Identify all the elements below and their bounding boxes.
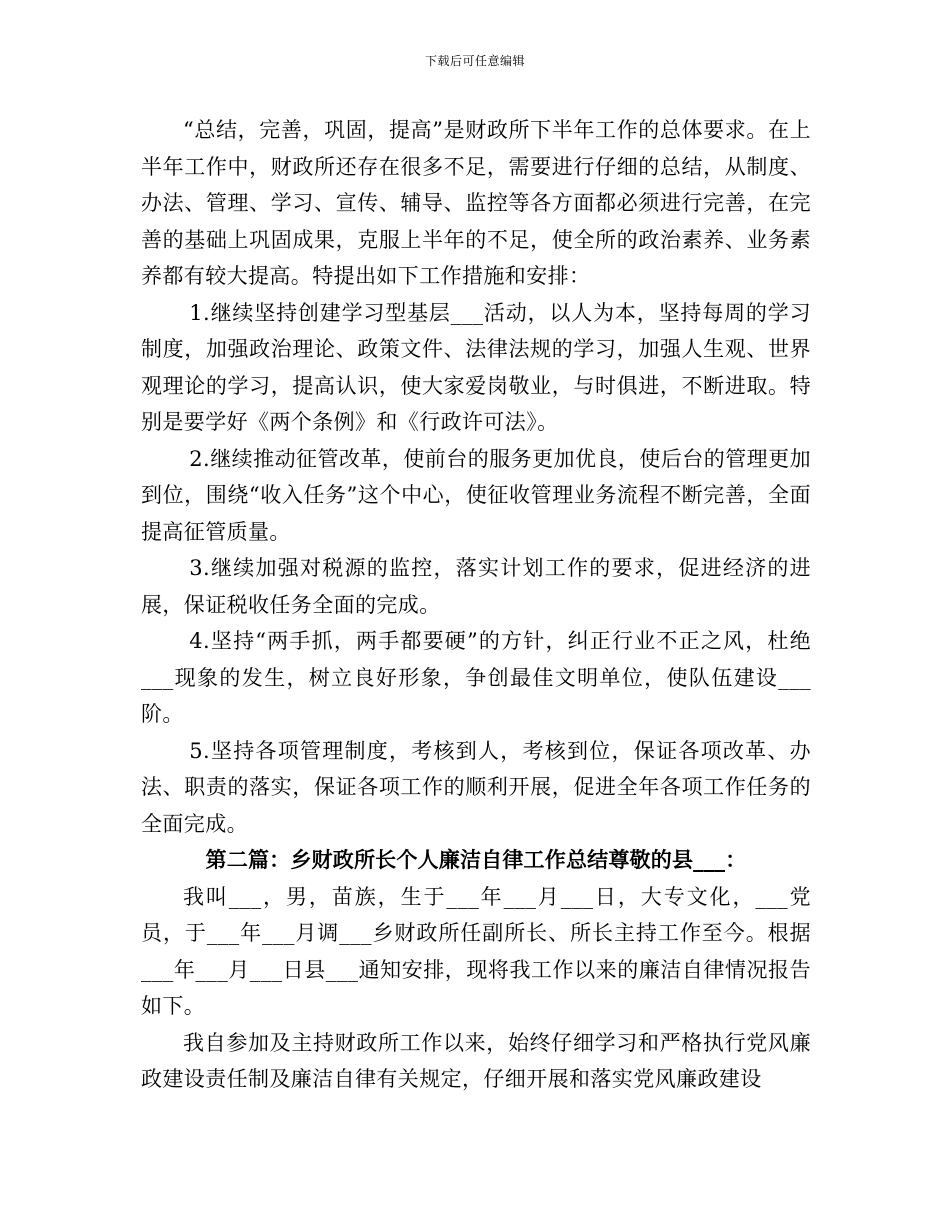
document-body xyxy=(141,112,811,1098)
section-heading: 第二篇：乡财政所长个人廉洁自律工作总结尊敬的县___： xyxy=(205,848,747,872)
report-paragraph-1: 我叫___，男，苗族，生于___年___月___日，大专文化，___党员，于___年___月调___乡财政所任副所长、所长主持工作至今。根据___年___月___日县___通知安排，现将我工作以来的廉洁自律情况报告如下。 xyxy=(141,884,811,1018)
report-paragraph-2: 我自参加及主持财政所工作以来，始终仔细学习和严格执行党风廉政建设责任制及廉洁自律有关规定，仔细开展和落实党风廉政建设 xyxy=(141,1030,811,1091)
measure-item-1: 1.继续坚持创建学习型基层___活动，以人为本，坚持每周的学习制度，加强政治理论、政策文件、法律法规的学习，加强人生观、世界观理论的学习，提高认识，使大家爱岗敬业，与时俱进，不断进取。特别是要学好《两个条例》和《行政许可法》。 xyxy=(141,300,811,434)
intro-paragraph: “总结，完善，巩固，提高”是财政所下半年工作的总体要求。在上半年工作中，财政所还存在很多不足，需要进行仔细的总结，从制度、办法、管理、学习、宣传、辅导、监控等各方面都必须进行完善，在完善的基础上巩固成果，克服上半年的不足，使全所的政治素养、业务素养都有较大提高。特提出如下工作措施和安排： xyxy=(141,118,811,288)
measure-item-4: 4.坚持“两手抓，两手都要硬”的方针，纠正行业不正之风，杜绝___现象的发生，树立良好形象，争创最佳文明单位，使队伍建设___阶。 xyxy=(141,629,811,726)
page-header-note: 下载后可任意编辑 xyxy=(424,54,525,68)
measure-item-3: 3.继续加强对税源的监控，落实计划工作的要求，促进经济的进展，保证税收任务全面的完成。 xyxy=(141,556,811,617)
measure-item-2: 2.继续推动征管改革，使前台的服务更加优良，使后台的管理更加到位，围绕“收入任务”这个中心，使征收管理业务流程不断完善，全面提高征管质量。 xyxy=(141,446,811,544)
measure-item-5: 5.坚持各项管理制度，考核到人，考核到位，保证各项改革、办法、职责的落实，保证各项工作的顺利开展，促进全年各项工作任务的全面完成。 xyxy=(141,738,811,836)
